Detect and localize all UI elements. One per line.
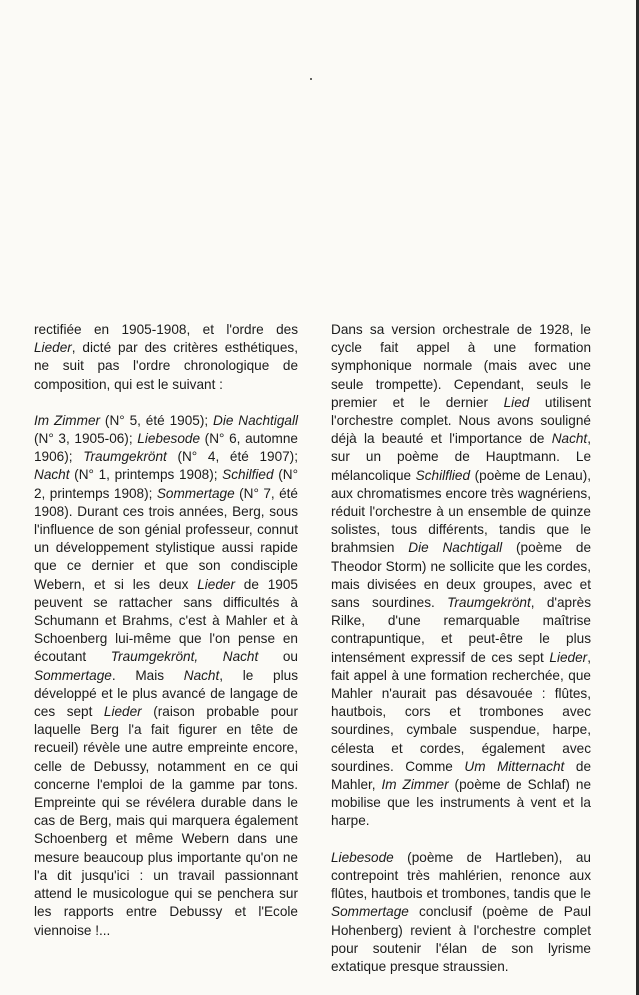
body-text: , sur un poème de Hauptmann. Le mélancolique [331,431,591,483]
italic-title-text: Im Zimmer [381,777,449,793]
left-text-column [34,321,298,940]
body-text: , fait appel à une formation recherchée, que Mahler n'aurait pas désavouée : flûtes, hautbois, cors et trombones avec sourdines, cymbale suspendue, harpe, célesta et cordes, également avec sourdines. Comme [331,649,591,774]
body-text: (N° 1, printemps 1908); [69,467,223,483]
italic-title-text: Sommertage [34,667,112,683]
body-text: (poème de Lenau), aux chromatismes encore très wagnériens, réduit l'orchestre à un ensemble de quinze solistes, tous différents, tandis que le brahmsien [331,467,591,556]
italic-title-text: Um Mitternacht [464,758,565,774]
body-text: , dicté par des critères esthétiques, ne suit pas l'ordre chronologique de composition, qui est le suivant : [34,340,298,392]
italic-title-text: Im Zimmer [34,412,101,428]
body-text: conclusif (poème de Paul Hohenberg) revient à l'orchestre complet pour soutenir l'élan de son lyrisme extatique presque straussien. [331,904,591,974]
italic-title-text: Lied [503,394,530,410]
body-text: (N° 7, été 1908). Durant ces trois années, Berg, sous l'influence de son génial professeur, connut un développement stylistique aussi rapide que ce dernier et que son condisciple Webern, et si les deux [34,485,298,592]
body-text: rectifiée en 1905-1908, et l'ordre des [34,322,298,337]
italic-title-text: Lieder [197,576,235,592]
body-text: ou [258,649,298,665]
left-paragraph-1 [34,321,298,394]
italic-title-text: Nacht [183,667,220,683]
italic-title-text: Schilfied [222,467,274,483]
body-text: (raison probable pour laquelle Berg l'a fait figurer en tête de recueil) révèle une autre empreinte encore, celle de Debussy, notamment en ce qui concerne l'emploi de la gamme par tons. Empreinte qui se révélera durable dans le cas de Berg, mais qui marquera également Schoenberg et même Webern dans une mesure beaucoup plus importante qu'on ne l'a dit jusqu'ici : un travail passionnant attend le musicologue qui se penchera sur les rapports entre Debussy et l'Ecole viennoise !... [34,704,298,938]
body-text: de 1905 peuvent se rattacher sans difficultés à Schumann et Brahms, c'est à Mahler et à Schoenberg lui-même que l'on pense en écoutant [34,576,298,665]
body-text: , le plus développé et le plus avancé de langage de ces sept [34,667,298,720]
body-text: (N° 4, été 1907); [166,449,298,465]
italic-title-text: Traumgekrönt [447,595,531,611]
italic-title-text: Lieder [34,340,72,356]
body-text: . Mais [111,667,184,683]
italic-title-text: Nacht [34,467,70,483]
body-text: Dans sa version orchestrale de 1928, le cycle fait appel à une formation symphonique normale (mais avec une seule trompette). Cependant, seuls le premier et le dernier [331,322,591,410]
body-text: (poème de Theodor Storm) ne sollicite que les cordes, mais divisées en deux groupes, avec et sans sourdines. [331,540,592,611]
italic-title-text: Lieder [549,649,588,665]
italic-title-text: Lieder [103,704,142,720]
italic-title-text: Sommertage [156,485,235,501]
body-text: (N° 2, printemps 1908); [34,467,299,501]
italic-title-text: Die Nachtigall [213,412,298,428]
left-paragraph-2 [34,412,298,940]
right-paragraph-1 [331,321,591,831]
body-text: utilisent l'orchestre complet. Nous avons souligné déjà la beauté et l'importance de [331,394,591,447]
italic-title-text: Nacht [551,431,588,447]
italic-title-text: Traumgekrönt [83,449,167,465]
body-text: (poème de Schlaf) ne mobilise que les instruments à vent et la harpe. [331,777,592,829]
italic-title-text: Liebesode [137,431,201,447]
italic-title-text: Sommertage [331,904,409,920]
right-paragraph-2 [331,849,591,976]
body-text: (N° 5, été 1905); [100,412,214,428]
body-text: (poème de Hartleben), au contrepoint très mahlérien, renonce aux flûtes, hautbois et trombones, tandis que le [331,849,591,902]
italic-title-text: Schilflied [415,467,471,483]
italic-title-text: Die Nachtigall [408,540,503,556]
italic-title-text: Traumgekrönt, Nacht [110,649,259,665]
italic-title-text: Liebesode [331,849,394,865]
ink-speck [310,78,312,80]
right-text-column [331,321,591,976]
body-text: , d'après Rilke, d'une remarquable maîtrise contrapuntique, et peut-être le plus intensément expressif de ces sept [331,595,591,665]
body-text: (N° 6, automne 1906); [34,431,298,465]
body-text: (N° 3, 1905-06); [34,431,138,447]
body-text: de Mahler, [331,758,592,793]
